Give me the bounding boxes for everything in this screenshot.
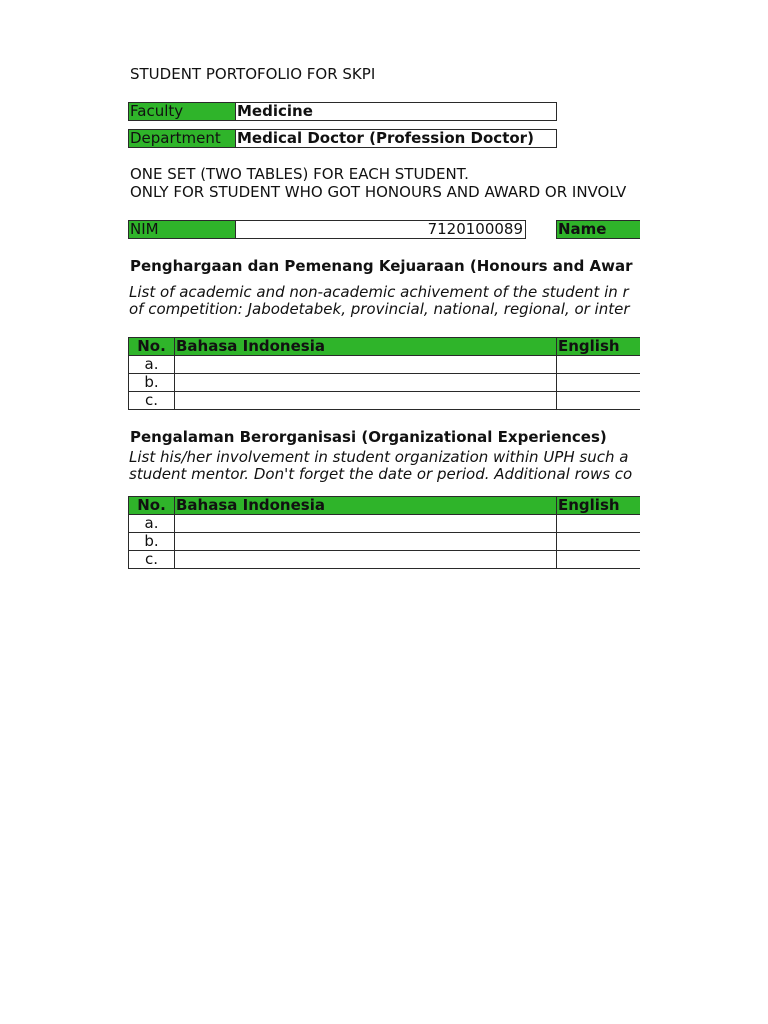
- instruction-line-1: ONE SET (TWO TABLES) FOR EACH STUDENT.: [130, 165, 469, 183]
- nim-value: 7120100089: [235, 220, 526, 239]
- document-title: STUDENT PORTOFOLIO FOR SKPI: [130, 65, 376, 83]
- department-row: [128, 129, 557, 148]
- table-header-row: [129, 338, 641, 356]
- section-description-organizational: [129, 449, 632, 483]
- faculty-row: [128, 102, 557, 121]
- department-label: Department: [128, 129, 236, 148]
- table-row: [129, 374, 641, 392]
- column-header-bahasa-indonesia: Bahasa Indonesia: [175, 338, 557, 356]
- description-line: of competition: Jabodetabek, provincial, national, regional, or inter: [129, 300, 630, 318]
- column-header-no: No.: [129, 338, 175, 356]
- row-number: c.: [129, 551, 175, 569]
- faculty-value: Medicine: [235, 102, 557, 121]
- nim-row: [128, 220, 640, 239]
- table-row: [129, 533, 641, 551]
- honours-table: [128, 337, 640, 410]
- bahasa-indonesia-cell: [175, 374, 557, 392]
- column-header-no: No.: [129, 497, 175, 515]
- bahasa-indonesia-cell: [175, 515, 557, 533]
- english-cell: [557, 533, 641, 551]
- instruction-line-2: ONLY FOR STUDENT WHO GOT HONOURS AND AWARD OR INVOLV: [130, 183, 627, 201]
- organizational-table: [128, 496, 640, 569]
- bahasa-indonesia-cell: [175, 551, 557, 569]
- description-line: List of academic and non-academic achivement of the student in r: [129, 283, 629, 301]
- column-header-english: English: [557, 338, 641, 356]
- bahasa-indonesia-cell: [175, 356, 557, 374]
- row-number: a.: [129, 356, 175, 374]
- bahasa-indonesia-cell: [175, 533, 557, 551]
- nim-label: NIM: [128, 220, 236, 239]
- column-header-bahasa-indonesia: Bahasa Indonesia: [175, 497, 557, 515]
- faculty-label: Faculty: [128, 102, 236, 121]
- table-row: [129, 551, 641, 569]
- table-row: [129, 392, 641, 410]
- table-row: [129, 515, 641, 533]
- row-number: a.: [129, 515, 175, 533]
- department-value: Medical Doctor (Profession Doctor): [235, 129, 557, 148]
- english-cell: [557, 356, 641, 374]
- description-line: student mentor. Don't forget the date or period. Additional rows co: [129, 465, 633, 483]
- row-number: b.: [129, 374, 175, 392]
- section-heading-organizational: Pengalaman Berorganisasi (Organizational Experiences): [130, 428, 607, 446]
- english-cell: [557, 392, 641, 410]
- column-header-english: English: [557, 497, 641, 515]
- name-label: Name: [556, 220, 640, 239]
- row-number: c.: [129, 392, 175, 410]
- english-cell: [557, 374, 641, 392]
- row-number: b.: [129, 533, 175, 551]
- section-description-honours: [129, 284, 630, 318]
- english-cell: [557, 515, 641, 533]
- instructions: [130, 165, 626, 201]
- table-header-row: [129, 497, 641, 515]
- description-line: List his/her involvement in student organization within UPH such a: [129, 448, 629, 466]
- section-heading-honours: Penghargaan dan Pemenang Kejuaraan (Honours and Awar: [130, 257, 633, 275]
- english-cell: [557, 551, 641, 569]
- bahasa-indonesia-cell: [175, 392, 557, 410]
- table-row: [129, 356, 641, 374]
